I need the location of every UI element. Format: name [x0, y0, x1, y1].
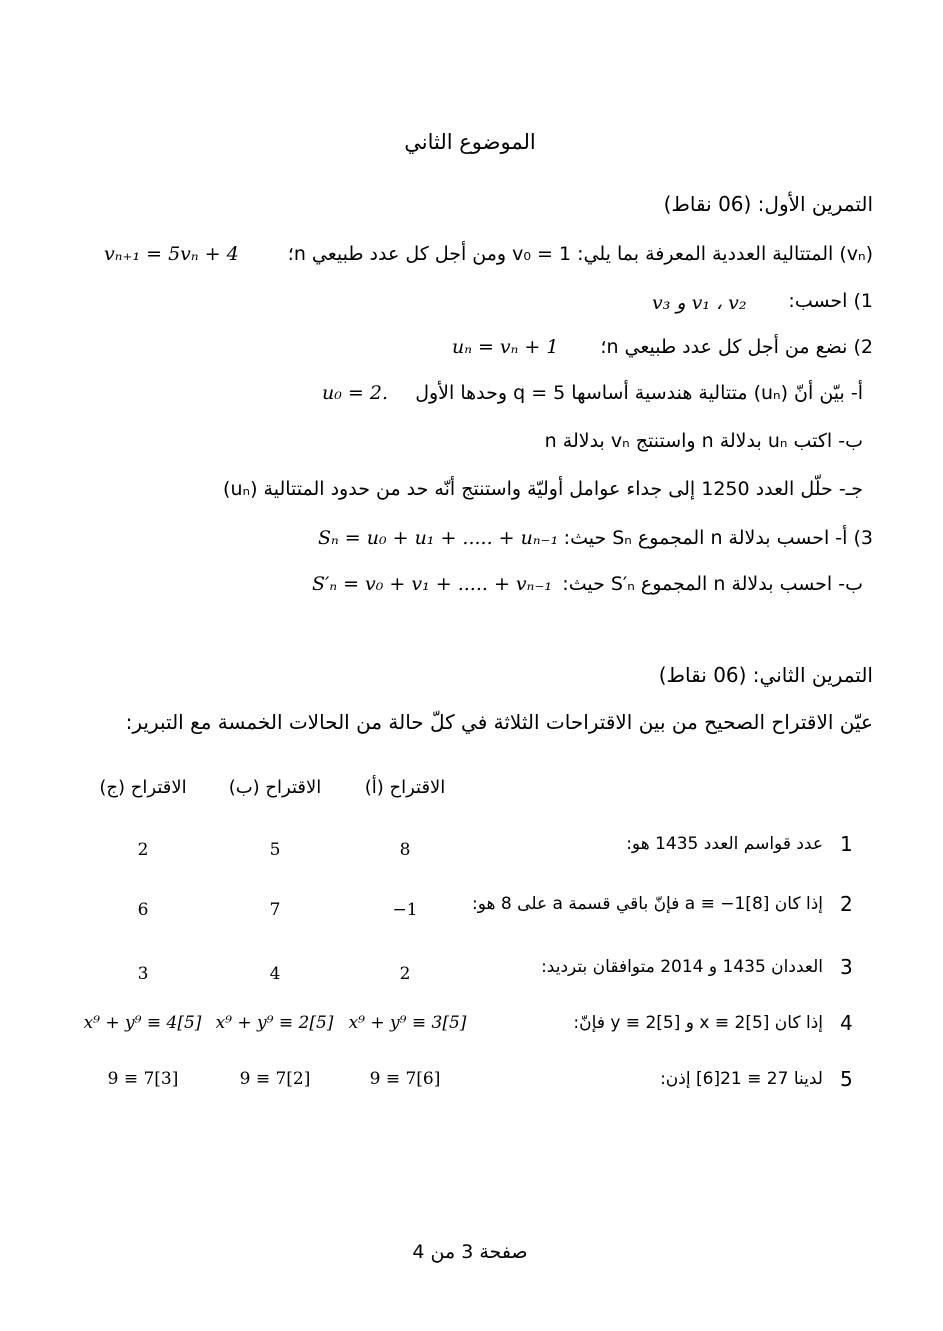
row-option-a: −1 [392, 900, 418, 920]
ex1-q2-text: 2) نضع من أجل كل عدد طبيعي n؛ [600, 336, 873, 358]
ex1-q2b: ب- اكتب uₙ بدلالة n واستنتج vₙ بدلالة n [544, 430, 863, 452]
row-question: العددان 1435 و 2014 متوافقان بترديد: [541, 957, 823, 977]
exercise-2-heading: التمرين الثاني: (06 نقاط) [658, 663, 873, 687]
row-option-c: 9 ≡ 7[3] [107, 1069, 179, 1089]
row-option-b: 7 [269, 900, 281, 920]
ex1-q1-terms: v₁ ، v₂ و v₃ [652, 292, 747, 314]
ex1-q3b-text: ب- احسب بدلالة n المجموع S′ₙ حيث: [562, 573, 863, 595]
ex1-q3a-formula: Sₙ = u₀ + u₁ + ..... + uₙ₋₁ [318, 527, 559, 549]
ex1-q2a-formula: u₀ = 2. [322, 382, 388, 404]
row-number: 1 [840, 832, 853, 856]
row-option-a: 9 ≡ 7[6] [369, 1069, 441, 1089]
row-number: 2 [840, 892, 853, 916]
row-option-a: 2 [399, 964, 411, 984]
row-option-c: x⁹ + y⁹ ≡ 4[5] [83, 1013, 202, 1033]
page-title: الموضوع الثاني [404, 130, 536, 154]
column-header-c: الاقتراح (ج) [99, 777, 187, 798]
row-option-c: 6 [137, 900, 149, 920]
row-option-c: 2 [137, 840, 149, 860]
ex1-q2a-text: أ- بيّن أنّ (uₙ) متتالية هندسية أساسها q = 5 وحدها الأول [415, 382, 863, 404]
row-question: إذا كان a ≡ −1[8] فإنّ باقي قسمة a على 8 هو: [472, 894, 823, 914]
row-number: 5 [840, 1067, 853, 1091]
row-question: عدد قواسم العدد 1435 هو: [626, 834, 823, 854]
row-option-b: 5 [269, 840, 281, 860]
row-option-b: 9 ≡ 7[2] [239, 1069, 311, 1089]
row-number: 3 [840, 955, 853, 979]
ex1-definition-text: (vₙ) المتتالية العددية المعرفة بما يلي: v₀ = 1 ومن أجل كل عدد طبيعي n؛ [287, 243, 873, 265]
ex1-q3a-text: 3) أ- احسب بدلالة n المجموع Sₙ حيث: [563, 527, 873, 549]
ex1-recurrence-formula: vₙ₊₁ = 5vₙ + 4 [104, 243, 239, 265]
row-option-c: 3 [137, 964, 149, 984]
page-footer: صفحة 3 من 4 [412, 1241, 528, 1263]
ex1-q1-text: 1) احسب: [788, 290, 873, 312]
exercise-1-heading: التمرين الأول: (06 نقاط) [663, 192, 873, 216]
row-question: إذا كان x ≡ 2[5] و y ≡ 2[5] فإنّ: [573, 1013, 823, 1033]
row-question: لدينا 27 ≡ 21[6] إذن: [660, 1069, 823, 1089]
row-option-b: x⁹ + y⁹ ≡ 2[5] [215, 1013, 334, 1033]
row-option-a: 8 [399, 840, 411, 860]
row-option-b: 4 [269, 964, 281, 984]
ex1-q3b-formula: S′ₙ = v₀ + v₁ + ..... + vₙ₋₁ [312, 573, 553, 595]
ex2-instruction: عيّن الاقتراح الصحيح من بين الاقتراحات الثلاثة في كلّ حالة من الحالات الخمسة مع التبرير: [125, 710, 873, 734]
column-header-b: الاقتراح (ب) [228, 777, 322, 798]
ex1-q2-formula: uₙ = vₙ + 1 [452, 336, 559, 358]
row-option-a: x⁹ + y⁹ ≡ 3[5] [348, 1013, 467, 1033]
row-number: 4 [840, 1011, 853, 1035]
column-header-a: الاقتراح (أ) [364, 777, 446, 798]
ex1-q2c: جـ- حلّل العدد 1250 إلى جداء عوامل أوليّة واستنتج أنّه حد من حدود المتتالية (uₙ) [223, 478, 863, 500]
